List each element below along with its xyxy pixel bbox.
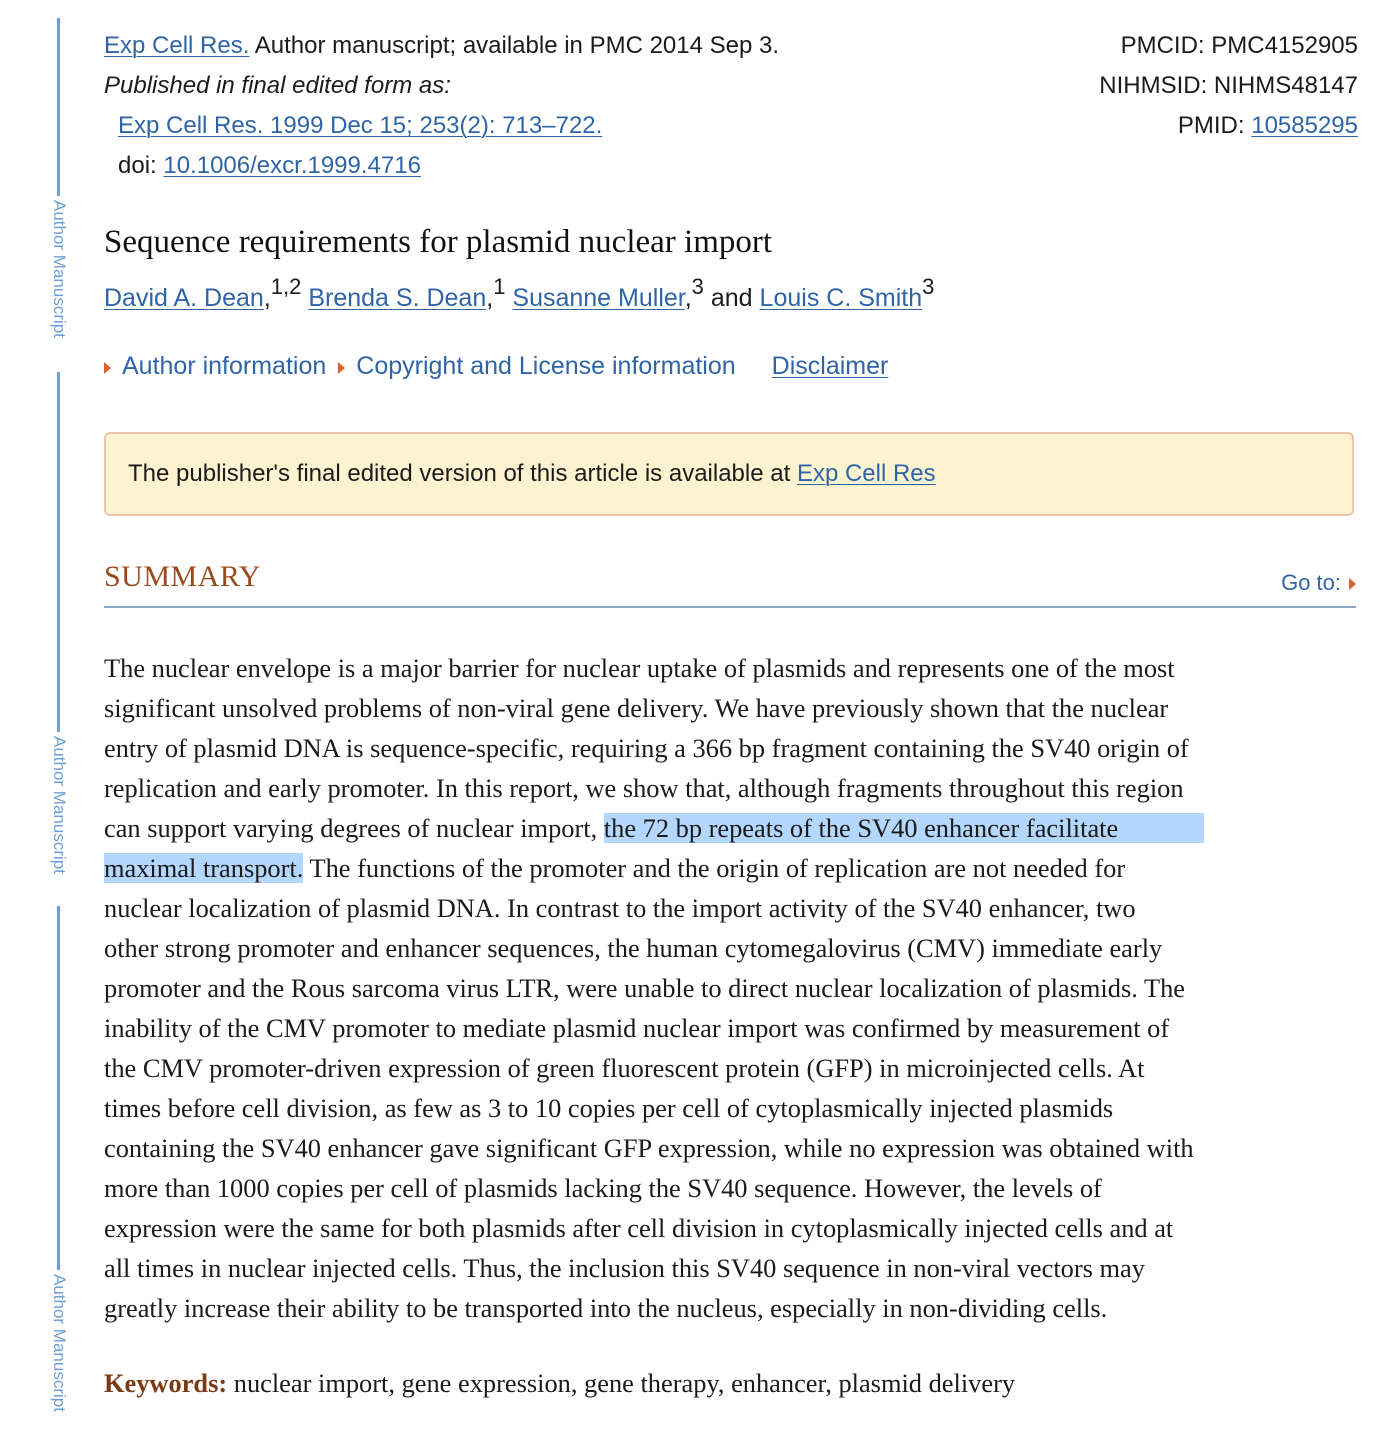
selected-text: the 72 bp repeats of the SV40 enhancer facilitate [604, 813, 1204, 843]
caret-right-icon [104, 362, 111, 374]
abstract-line: containing the SV40 enhancer gave significant GFP expression, while no expression was obtained with [104, 1133, 1194, 1163]
goto-label: Go to: [1281, 570, 1341, 595]
citation-block [104, 26, 779, 186]
abstract-line: expression were the same for both plasmids after cell division in cytoplasmically injected cells and at [104, 1213, 1174, 1243]
author-information-label: Author information [122, 352, 327, 380]
abstract-line: nuclear localization of plasmid DNA. In contrast to the import activity of the SV40 enhancer, two [104, 893, 1136, 923]
caret-right-icon [338, 362, 345, 374]
abstract-line: all times in nuclear injected cells. Thus, the inclusion this SV40 sequence in non-viral vectors may [104, 1253, 1145, 1283]
abstract-line: entry of plasmid DNA is sequence-specific, requiring a 366 bp fragment containing the SV40 origin of [104, 733, 1189, 763]
author-link[interactable]: David A. Dean [104, 284, 264, 312]
keywords-label: Keywords: [104, 1368, 228, 1398]
author-affiliation: 3 [922, 274, 935, 299]
author-information-toggle[interactable] [104, 352, 326, 381]
author-link[interactable]: Louis C. Smith [759, 284, 923, 312]
availability-text: Author manuscript; available in PMC 2014 Sep 3. [254, 32, 780, 59]
author-link[interactable]: Susanne Muller [512, 284, 685, 312]
author-affiliation: 3 [691, 274, 704, 299]
author-affiliation: 1,2 [270, 274, 302, 299]
abstract-line: other strong promoter and enhancer sequences, the human cytomegalovirus (CMV) immediate early [104, 933, 1163, 963]
journal-link[interactable]: Exp Cell Res. [104, 32, 250, 59]
article-identifiers [1099, 26, 1358, 146]
goto-menu[interactable] [1281, 570, 1356, 596]
disclaimer-link[interactable]: Disclaimer [771, 352, 889, 380]
author-manuscript-rail: Author Manuscript Author Manuscript Author Manuscript [46, 0, 72, 1454]
keywords-text: nuclear import, gene expression, gene therapy, enhancer, plasmid delivery [233, 1368, 1016, 1398]
copyright-license-label: Copyright and License information [356, 352, 736, 380]
abstract-text: can support varying degrees of nuclear import, [104, 813, 604, 843]
nihmsid: NIHMSID: NIHMS48147 [1099, 72, 1358, 99]
abstract-line: The nuclear envelope is a major barrier for nuclear uptake of plasmids and represents one of the most [104, 653, 1175, 683]
rail-divider [57, 906, 60, 1270]
pmcid: PMCID: PMC4152905 [1120, 32, 1358, 59]
abstract-line [104, 848, 1360, 888]
author-list: David A. Dean,$^{1,2}$ Brenda S. Dean,$^1$ Susanne Muller,$^3$ and Louis C. Smith$^3$ [104, 274, 935, 312]
caret-right-icon [1349, 578, 1356, 590]
summary-section-header [104, 560, 1356, 608]
doi-link[interactable]: 10.1006/excr.1999.4716 [163, 152, 421, 179]
abstract-line: replication and early promoter. In this report, we show that, although fragments throughout this region [104, 773, 1184, 803]
abstract-line: the CMV promoter-driven expression of green fluorescent protein (GFP) in microinjected cells. At [104, 1053, 1145, 1083]
summary-abstract [104, 648, 1360, 1328]
keywords [104, 1368, 1015, 1399]
selected-text: maximal transport. [104, 853, 304, 883]
publisher-link[interactable]: Exp Cell Res [796, 460, 936, 487]
rail-divider [57, 18, 60, 196]
pmid-link[interactable]: 10585295 [1251, 112, 1358, 139]
article-title: Sequence requirements for plasmid nuclear import [104, 224, 773, 260]
abstract-line: significant unsolved problems of non-viral gene delivery. We have previously shown that the nuclear [104, 693, 1169, 723]
abstract-text: The functions of the promoter and the origin of replication are not needed for [303, 853, 1126, 883]
authors-and: and [710, 284, 753, 312]
abstract-line: times before cell division, as few as 3 to 10 copies per cell of cytoplasmically injected plasmids [104, 1093, 1114, 1123]
info-bar [104, 352, 888, 381]
publisher-notice [104, 432, 1354, 516]
final-citation-link[interactable]: Exp Cell Res. 1999 Dec 15; 253(2): 713–722. [118, 112, 603, 139]
summary-heading: SUMMARY [104, 560, 261, 593]
copyright-license-toggle[interactable] [338, 352, 735, 381]
abstract-line [104, 808, 1360, 848]
published-label: Published in final edited form as: [104, 72, 451, 99]
notice-text: The publisher's final edited version of this article is available at [128, 460, 791, 487]
author-link[interactable]: Brenda S. Dean [308, 284, 487, 312]
author-affiliation: 1 [493, 274, 506, 299]
pmid-label: PMID: [1177, 112, 1245, 139]
abstract-line: promoter and the Rous sarcoma virus LTR, were unable to direct nuclear localization of plasmids. The [104, 973, 1185, 1003]
rail-divider [57, 372, 60, 732]
abstract-line: greatly increase their ability to be transported into the nucleus, especially in non-dividing cells. [104, 1293, 1108, 1323]
abstract-line: more than 1000 copies per cell of plasmids lacking the SV40 sequence. However, the levels of [104, 1173, 1102, 1203]
doi-label: doi: [118, 152, 157, 179]
abstract-line: inability of the CMV promoter to mediate plasmid nuclear import was confirmed by measurement of [104, 1013, 1170, 1043]
